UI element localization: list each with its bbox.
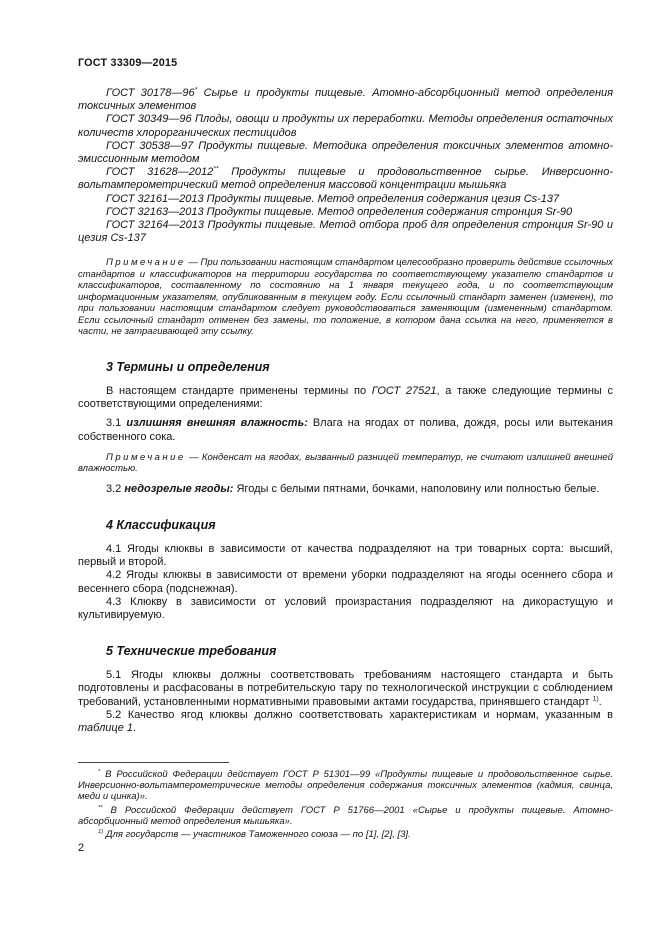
section-heading-terms: 3 Термины и определения [106, 359, 270, 374]
gost-code: ГОСТ 32164—2013 [106, 219, 205, 232]
footnote-marker: 1) [98, 828, 104, 835]
footnote-marker: 1) [592, 694, 599, 702]
page-number: 2 [78, 842, 85, 854]
footnote-marker: ** [98, 804, 103, 811]
table-reference: таблице 1 [78, 721, 134, 734]
gost-code: ГОСТ 30349—96 [106, 113, 192, 126]
gost-title: Продукты пищевые и продовольственное сырье. Инверсионно-вольтамперометрический метод определения массовой концентрации мышьяка [78, 166, 613, 192]
gost-title: Продукты пищевые. Метод отбора проб для определения стронция Sr-90 и цезия Cs-137 [78, 219, 613, 245]
footnote-item [78, 769, 613, 803]
note-text: — При пользовании настоящим стандартом целесообразно проверить действие ссылочных стандартов и классификаторов на территории государства по соответствующему указателю стандартов и классификаторов, составленному по состоянию на 1 января текущего года, и по соответствующим информационным указателям, опубликованным в текущем году. Если ссылочный стандарт заменен (изменен), то при пользовании настоящим стандартом следует руководствоваться заменяющим (измененным) стандартом. Если ссылочный стандарт отменен без замены, то положение, в котором дана ссылка на него, применяется в части, не затрагивающей эту ссылку. [78, 257, 613, 338]
term-definition-3-2 [78, 483, 613, 496]
note-block [78, 257, 613, 338]
gost-code: ГОСТ 30538—97 [106, 139, 194, 152]
footnote-item [78, 805, 613, 827]
paragraph-4-2: 4.2 Ягоды клюквы в зависимости от времени уборки подразделяют на ягоды осеннего сбора и весеннего сбора (подснежная). [78, 569, 613, 595]
gost-code: ГОСТ 31628—2012 [106, 166, 214, 179]
paragraph-terms-intro [78, 385, 613, 411]
footnote-text: В Российской Федерации действует ГОСТ Р 51301—99 «Продукты пищевые и продовольственное сырье. Инверсионно-вольтамперометрические методы определения содержания токсичных элементов (кадмия, свинца, меди и цинка)». [78, 769, 613, 803]
term-definition-3-1 [78, 417, 613, 443]
term-text: Влага на ягодах от полива, дождя, росы или вытекания собственного сока. [78, 417, 613, 443]
gost-code: ГОСТ 27521 [371, 384, 437, 397]
clause-number: 3.1 [106, 417, 127, 430]
reference-item [78, 87, 613, 113]
note-text: — Конденсат на ягодах, вызванный разницей температур, не считают излишней внешней влажностью. [78, 451, 613, 475]
gost-code: ГОСТ 32161—2013 [106, 192, 204, 205]
section-heading-requirements: 5 Технические требования [106, 644, 277, 659]
gost-title: Продукты пищевые. Методика определения токсичных элементов атомно-эмиссионным методом [78, 139, 613, 166]
clause-number: 3.2 [106, 482, 125, 495]
section-heading-classification: 4 Классификация [106, 517, 216, 532]
gost-title: Продукты пищевые. Метод определения содержания цезия Cs-137 [203, 192, 560, 205]
footnote-marker: * [98, 768, 101, 775]
reference-item [78, 140, 613, 166]
gost-title: Плоды, овощи и продукты их переработки. Методы определения остаточных количеств хлорорганических пестицидов [78, 113, 613, 139]
reference-item [78, 193, 613, 206]
document-header: ГОСТ 33309—2015 [78, 57, 178, 69]
note-label: Примечание [106, 451, 186, 463]
paragraph-5-2 [78, 709, 613, 735]
footnote-separator [78, 762, 229, 763]
note-block [78, 452, 613, 475]
term-label: недозрелые ягоды: [124, 482, 234, 495]
reference-item [78, 113, 613, 139]
note-label: Примечание [106, 257, 186, 269]
paragraph-text: 5.1 Ягоды клюквы должны соответствовать требованиям настоящего стандарта и быть подготовлены и расфасованы в потребительскую тару по технологической инструкции с соблюдением требований, установленными нормативными правовыми актами государства, принявшего стандарт [78, 669, 613, 708]
paragraph-4-3: 4.3 Клюкву в зависимости от условий произрастания подразделяют на дикорастущую и культивируемую. [78, 595, 613, 621]
reference-item [78, 206, 613, 219]
footnote-item [78, 829, 613, 840]
footnote-marker: ** [213, 165, 219, 173]
paragraph-text: . [133, 721, 137, 734]
paragraph-5-1 [78, 669, 613, 709]
paragraph-4-1: 4.1 Ягоды клюквы в зависимости от качества подразделяют на три товарных сорта: высший, первый и второй. [78, 542, 613, 569]
paragraph-text: В настоящем стандарте применены термины по [106, 384, 372, 397]
reference-item [78, 166, 613, 192]
paragraph-text: , а также следующие термины с соответствующими определениями: [78, 384, 614, 411]
footnote-marker: * [194, 86, 198, 94]
paragraph-text: 5.2 Качество ягод клюквы должно соответствовать характеристикам и нормам, указанным в [106, 708, 613, 721]
gost-title: Сырье и продукты пищевые. Атомно-абсорбционный метод определения токсичных элементов [78, 87, 613, 113]
gost-code: ГОСТ 32163—2013 [106, 205, 204, 218]
footnotes-section [78, 762, 613, 840]
references-list [78, 87, 613, 245]
gost-title: Продукты пищевые. Метод определения содержания стронция Sr-90 [203, 205, 573, 218]
term-text: Ягоды с белыми пятнами, бочками, наполовину или полностью белые. [233, 482, 600, 495]
term-label: излишняя внешняя влажность: [126, 417, 308, 430]
paragraph-text: . [598, 695, 602, 708]
gost-code: ГОСТ 30178—96 [106, 87, 195, 99]
footnote-text: В Российской Федерации действует ГОСТ Р 51766—2001 «Сырье и продукты пищевые. Атомно-абсорбционный метод определения мышьяка». [78, 804, 613, 827]
reference-item [78, 219, 613, 245]
document-content [78, 57, 613, 735]
footnote-text: Для государств — участников Таможенного союза — по [1], [2], [3]. [103, 829, 411, 841]
